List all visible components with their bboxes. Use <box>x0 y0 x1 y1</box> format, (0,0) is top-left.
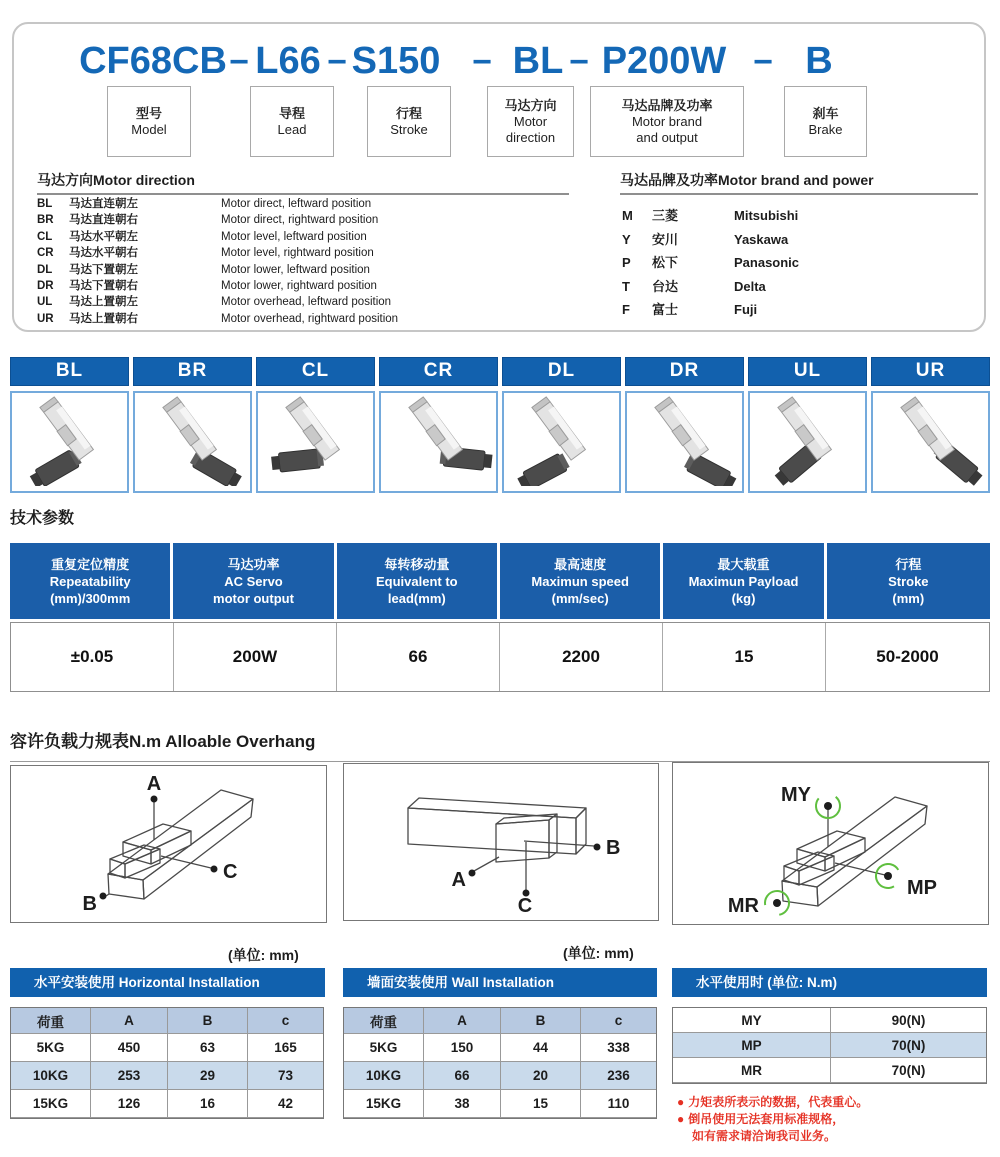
motor-brand-row <box>622 298 982 322</box>
cell: 38 <box>424 1090 501 1118</box>
tech-value-cell: 15 <box>663 623 826 691</box>
brand-en: Yaskawa <box>734 231 789 247</box>
motor-brand-list <box>622 204 982 322</box>
model-code-segment: L66 <box>255 40 321 82</box>
cell: 70(N) <box>831 1033 986 1058</box>
motor-direction-row <box>37 245 582 261</box>
brand-code: M <box>622 208 633 223</box>
col-header: c <box>248 1008 323 1034</box>
cell: 5KG <box>344 1034 424 1062</box>
label-a: A <box>451 869 466 891</box>
bullet-icon: ● <box>677 1112 685 1126</box>
legend-zh: 马达方向 <box>504 97 557 113</box>
tech-header-cell: 最高速度 Maximun speed (mm/sec) <box>500 543 663 619</box>
model-code-dash: − <box>569 43 589 81</box>
gallery-cell <box>10 357 129 493</box>
tech-header-cell: 最大载重 Maximun Payload (kg) <box>663 543 826 619</box>
cell: 236 <box>581 1062 656 1090</box>
code-legend-motor-brand <box>590 86 744 157</box>
brand-zh: 松下 <box>652 255 679 270</box>
cell: 150 <box>424 1034 501 1062</box>
legend-en: Stroke <box>390 121 428 137</box>
motor-direction-heading: 马达方向Motor direction <box>37 170 569 195</box>
gallery-cell <box>133 357 252 493</box>
cell: 15KG <box>344 1090 424 1118</box>
model-code-segment: CF68CB <box>79 40 227 82</box>
direction-en: Motor overhead, leftward position <box>221 296 392 309</box>
direction-zh: 马达上置朝左 <box>69 296 138 309</box>
direction-code: UR <box>37 312 54 325</box>
col-header: 荷重 <box>344 1008 424 1034</box>
actuator-image <box>507 394 617 491</box>
cell: 29 <box>168 1062 248 1090</box>
model-code-segment: B <box>805 40 833 82</box>
cell: MP <box>673 1033 831 1058</box>
gallery-header: DR <box>625 357 744 386</box>
cell: 450 <box>91 1034 168 1062</box>
cell: 165 <box>248 1034 323 1062</box>
brand-en: Fuji <box>734 302 758 317</box>
code-legend-brake <box>784 86 867 157</box>
motor-direction-row <box>37 229 582 245</box>
model-code-panel <box>12 22 986 332</box>
cell: 15 <box>501 1090 581 1118</box>
col-header: B <box>501 1008 581 1034</box>
actuator-photo <box>133 391 252 493</box>
note-line: 如有需求请洽询我司业务。 <box>692 1129 837 1143</box>
direction-en: Motor direct, leftward position <box>221 198 372 210</box>
cell: 16 <box>168 1090 248 1118</box>
actuator-photo <box>10 391 129 493</box>
direction-en: Motor level, rightward position <box>221 247 374 260</box>
tech-params-header-row <box>10 543 990 619</box>
brand-zh: 富士 <box>652 302 679 317</box>
direction-zh: 马达上置朝右 <box>69 312 138 325</box>
tech-value-cell: 50-2000 <box>876 647 939 666</box>
cell: 20 <box>501 1062 581 1090</box>
legend-zh: 型号 <box>135 105 162 121</box>
actuator-image <box>753 394 863 491</box>
brand-code: T <box>622 278 630 294</box>
brand-zh: 台达 <box>652 278 679 294</box>
cell: 10KG <box>11 1062 91 1090</box>
label-mp: MP <box>907 877 937 899</box>
col-header: c <box>581 1008 656 1034</box>
motor-direction-row <box>37 278 582 294</box>
model-code-segment: P200W <box>601 40 727 82</box>
code-legend-lead <box>250 86 334 157</box>
cell: 90(N) <box>831 1008 986 1033</box>
motor-brand-row <box>622 275 982 299</box>
legend-en: Motor brand <box>631 113 703 129</box>
wall-install-table <box>343 1007 657 1119</box>
actuator-image <box>15 394 125 491</box>
motor-brand-heading: 马达品牌及功率Motor brand and power <box>620 170 978 195</box>
col-header: A <box>91 1008 168 1034</box>
actuator-image <box>630 394 740 491</box>
direction-code: BR <box>37 214 54 227</box>
model-code-dash: − <box>229 43 249 81</box>
tech-value-cell: 200W <box>174 623 337 691</box>
brand-zh: 安川 <box>652 231 679 247</box>
point-a-dot <box>151 796 158 803</box>
actuator-photo <box>748 391 867 493</box>
actuator-image <box>138 394 248 491</box>
direction-en: Motor lower, leftward position <box>221 263 370 276</box>
cell: 126 <box>91 1090 168 1118</box>
overhang-diagram-moments <box>672 762 989 925</box>
motor-brand-row <box>622 251 982 275</box>
horizontal-install-table <box>10 1007 324 1119</box>
actuator-image <box>876 394 986 491</box>
unit-note-mm: (单位: mm) <box>563 945 634 961</box>
cell: 44 <box>501 1034 581 1062</box>
actuator-photo <box>502 391 621 493</box>
gallery-cell <box>748 357 867 493</box>
gallery-cell <box>625 357 744 493</box>
direction-en: Motor overhead, rightward position <box>221 312 399 325</box>
label-b: B <box>82 893 97 915</box>
orientation-gallery <box>10 357 990 493</box>
direction-code: DL <box>37 263 53 276</box>
direction-code: CR <box>37 247 54 260</box>
note-line: ● 力矩表所表示的数据，代表重心。 <box>677 1095 869 1109</box>
cell: 253 <box>91 1062 168 1090</box>
brand-en: Delta <box>734 278 766 294</box>
gallery-header: CR <box>379 357 498 386</box>
actuator-image <box>384 394 494 491</box>
col-header: A <box>424 1008 501 1034</box>
label-mr: MR <box>727 895 759 917</box>
point-c-dot <box>211 866 218 873</box>
mr-dot <box>773 899 781 907</box>
gallery-header: BL <box>10 357 129 386</box>
overhang-heading: 容许负载力规表N.m Alloable Overhang <box>10 727 990 762</box>
label-c: C <box>517 895 533 917</box>
direction-code: UL <box>37 296 53 309</box>
cell: 5KG <box>11 1034 91 1062</box>
gallery-header: UL <box>748 357 867 386</box>
legend-zh: 马达品牌及功率 <box>621 97 713 113</box>
moment-table-banner: 水平使用时 (单位: N.m) <box>672 968 987 997</box>
motor-brand-row <box>622 228 982 252</box>
gallery-header: BR <box>133 357 252 386</box>
point-b-dot <box>594 844 601 851</box>
code-legend-model <box>107 86 191 157</box>
cell: 110 <box>581 1090 656 1118</box>
cell: MY <box>673 1008 831 1033</box>
point-a-dot <box>469 870 476 877</box>
tech-params-heading: 技术参数 <box>10 510 75 527</box>
motor-direction-row <box>37 262 582 278</box>
brand-code: P <box>622 255 631 270</box>
gallery-header: CL <box>256 357 375 386</box>
brand-en: Panasonic <box>734 255 800 270</box>
unit-note-mm: (单位: mm) <box>228 947 299 963</box>
tech-value-cell: 2200 <box>500 623 663 691</box>
actuator-photo <box>871 391 990 493</box>
direction-zh: 马达水平朝左 <box>69 230 138 243</box>
tech-header-cell: 重复定位精度 Repeatability (mm)/300mm <box>10 543 173 619</box>
legend-zh: 导程 <box>278 105 305 121</box>
note-line: ● 倒吊使用无法套用标准规格， <box>677 1112 845 1126</box>
label-c: C <box>223 861 238 883</box>
bullet-icon: ● <box>677 1095 685 1109</box>
cell: 73 <box>248 1062 323 1090</box>
cell: 338 <box>581 1034 656 1062</box>
direction-code: DR <box>37 279 54 292</box>
direction-en: Motor lower, rightward position <box>221 279 377 292</box>
legend-en: Model <box>131 121 167 137</box>
col-header: 荷重 <box>11 1008 91 1034</box>
gallery-cell <box>256 357 375 493</box>
direction-zh: 马达直连朝右 <box>69 214 138 227</box>
gallery-cell <box>871 357 990 493</box>
gallery-header: DL <box>502 357 621 386</box>
cell: 42 <box>248 1090 323 1118</box>
cell: 10KG <box>344 1062 424 1090</box>
cell: 66 <box>424 1062 501 1090</box>
point-b-dot <box>100 893 107 900</box>
cell: 63 <box>168 1034 248 1062</box>
model-code-segment: S150 <box>351 40 441 82</box>
tech-header-cell: 马达功率 AC Servo motor output <box>173 543 336 619</box>
tech-value-cell: ±0.05 <box>11 623 174 691</box>
gallery-cell <box>379 357 498 493</box>
cell: 15KG <box>11 1090 91 1118</box>
model-code-segment: BL <box>512 40 564 82</box>
cell: 70(N) <box>831 1058 986 1083</box>
brand-code: Y <box>622 231 631 247</box>
legend-en: Brake <box>808 121 843 137</box>
col-header: B <box>168 1008 248 1034</box>
overhang-diagram-abc-front <box>343 763 659 921</box>
legend-zh: 行程 <box>395 105 422 121</box>
label-my: MY <box>781 784 811 806</box>
code-legend-stroke <box>367 86 451 157</box>
legend-en: and output <box>636 129 698 145</box>
label-a: A <box>146 773 162 795</box>
motor-direction-row <box>37 294 582 310</box>
actuator-photo <box>256 391 375 493</box>
overhang-diagram-abc-iso <box>10 765 327 923</box>
direction-code: BL <box>37 198 53 210</box>
direction-zh: 马达直连朝左 <box>69 198 138 210</box>
actuator-photo <box>625 391 744 493</box>
brand-en: Mitsubishi <box>734 208 799 223</box>
model-code-dash: − <box>327 43 347 81</box>
legend-zh: 刹车 <box>812 105 839 121</box>
motor-direction-row <box>37 311 582 327</box>
direction-en: Motor direct, rightward position <box>221 214 379 227</box>
brand-code: F <box>622 302 630 317</box>
legend-en: direction <box>505 129 556 145</box>
motor-direction-row <box>37 212 582 228</box>
direction-zh: 马达下置朝左 <box>69 263 138 276</box>
tech-header-cell: 行程 Stroke (mm) <box>827 543 990 619</box>
motor-direction-row <box>37 196 582 212</box>
moment-table <box>672 1007 987 1084</box>
horizontal-install-banner: 水平安装使用 Horizontal Installation <box>10 968 325 997</box>
motor-brand-row <box>622 204 982 228</box>
legend-en: Motor <box>513 113 548 129</box>
code-legend-motor-direction <box>487 86 574 157</box>
direction-en: Motor level, leftward position <box>221 230 367 243</box>
tech-header-cell: 每转移动量 Equivalent to lead(mm) <box>337 543 500 619</box>
motor-direction-list <box>37 196 582 327</box>
gallery-header: UR <box>871 357 990 386</box>
direction-zh: 马达下置朝右 <box>69 279 138 292</box>
actuator-photo <box>379 391 498 493</box>
cell: MR <box>673 1058 831 1083</box>
model-code-dash: − <box>472 43 492 81</box>
label-b: B <box>606 837 621 859</box>
brand-zh: 三菱 <box>652 208 679 223</box>
wall-install-banner: 墙面安装使用 Wall Installation <box>343 968 657 997</box>
legend-en: Lead <box>277 121 307 137</box>
gallery-cell <box>502 357 621 493</box>
model-code-dash: − <box>753 43 773 81</box>
red-notes <box>677 1094 987 1145</box>
actuator-image <box>261 394 371 491</box>
tech-params-value-row <box>10 622 990 692</box>
tech-value-cell: 66 <box>337 623 500 691</box>
direction-zh: 马达水平朝右 <box>69 247 138 260</box>
mp-dot <box>884 872 892 880</box>
direction-code: CL <box>37 230 53 243</box>
my-dot <box>824 802 832 810</box>
